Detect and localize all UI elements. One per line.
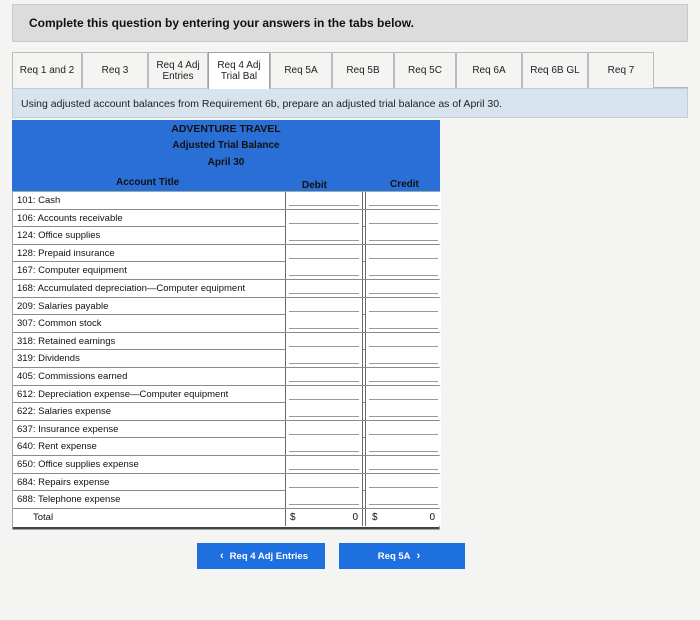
table-row — [13, 421, 439, 439]
table-row — [13, 438, 439, 456]
question-instructions: Complete this question by entering your answers in the tabs below. — [29, 16, 414, 30]
account-title: 101: Cash — [17, 195, 61, 206]
credit-input[interactable] — [365, 192, 441, 209]
account-title: 405: Commissions earned — [17, 370, 128, 382]
account-title-header: Account Title — [116, 177, 180, 188]
company-name: ADVENTURE TRAVEL — [12, 120, 440, 137]
table-row — [13, 368, 439, 386]
table-row — [13, 227, 439, 245]
debit-input[interactable] — [285, 280, 363, 297]
debit-input[interactable] — [285, 333, 363, 350]
credit-input[interactable] — [365, 386, 441, 403]
table-row — [13, 315, 439, 333]
account-title: 319: Dividends — [17, 353, 80, 365]
table-row — [13, 210, 439, 228]
tab-req-4-adj-trial-bal[interactable]: Req 4 Adj Trial Bal — [208, 52, 270, 89]
column-header-row — [12, 171, 440, 191]
credit-input[interactable] — [365, 421, 441, 438]
credit-input[interactable] — [365, 315, 441, 332]
chevron-right-icon: › — [416, 550, 421, 562]
credit-total — [365, 509, 441, 526]
total-label: Total — [33, 511, 54, 523]
account-title: 622: Salaries expense — [17, 406, 112, 418]
table-row — [13, 192, 439, 210]
total-row — [13, 509, 439, 529]
debit-input[interactable] — [285, 298, 363, 315]
instruction-text: Using adjusted account balances from Requirement 6b, prepare an adjusted trial balance as of April 30. — [21, 98, 502, 110]
next-requirement-button[interactable] — [339, 543, 465, 569]
credit-input[interactable] — [365, 368, 441, 385]
debit-input[interactable] — [285, 315, 363, 332]
chevron-left-icon: ‹ — [220, 550, 224, 562]
table-row — [13, 280, 439, 298]
debit-total-value: 0 — [352, 511, 358, 523]
debit-input[interactable] — [285, 491, 363, 508]
tab-req-6a[interactable]: Req 6A — [456, 52, 522, 88]
trial-balance-rows — [12, 191, 440, 530]
tab-req-1-and-2[interactable]: Req 1 and 2 — [12, 52, 82, 88]
statement-date: April 30 — [12, 154, 440, 171]
tab-req-7[interactable]: Req 7 — [588, 52, 654, 88]
credit-input[interactable] — [365, 262, 441, 279]
debit-input[interactable] — [285, 456, 363, 473]
table-row — [13, 403, 439, 421]
debit-input[interactable] — [285, 474, 363, 491]
question-header — [12, 4, 688, 42]
account-title: 612: Depreciation expense—Computer equipment — [17, 388, 229, 400]
account-title: 106: Accounts receivable — [17, 212, 123, 224]
table-row — [13, 456, 439, 474]
debit-input[interactable] — [285, 227, 363, 244]
account-title: 650: Office supplies expense — [17, 458, 139, 470]
debit-input[interactable] — [285, 386, 363, 403]
debit-total-currency: $ — [290, 511, 296, 523]
debit-input[interactable] — [285, 262, 363, 279]
tab-req-4-adj-entries[interactable]: Req 4 Adj Entries — [148, 52, 208, 88]
account-title: 128: Prepaid insurance — [17, 247, 115, 259]
account-title: 688: Telephone expense — [17, 494, 121, 506]
credit-input[interactable] — [365, 333, 441, 350]
table-row — [13, 386, 439, 404]
account-title: 209: Salaries payable — [17, 300, 109, 312]
table-row — [13, 245, 439, 263]
next-requirement-label: Req 5A — [377, 550, 411, 562]
requirement-tabs — [12, 52, 688, 88]
statement-title: Adjusted Trial Balance — [12, 137, 440, 154]
credit-total-currency: $ — [372, 511, 378, 523]
table-row — [13, 350, 439, 368]
account-title: 318: Retained earnings — [17, 335, 116, 347]
credit-input[interactable] — [365, 474, 441, 491]
debit-header: Debit — [302, 180, 327, 191]
debit-input[interactable] — [285, 403, 363, 420]
account-title: 684: Repairs expense — [17, 476, 110, 488]
credit-input[interactable] — [365, 350, 441, 367]
credit-input[interactable] — [365, 456, 441, 473]
debit-total — [285, 509, 363, 526]
tab-req-5c[interactable]: Req 5C — [394, 52, 456, 88]
table-row — [13, 298, 439, 316]
account-title: 640: Rent expense — [17, 441, 97, 453]
credit-input[interactable] — [365, 403, 441, 420]
tab-req-5b[interactable]: Req 5B — [332, 52, 394, 88]
debit-input[interactable] — [285, 210, 363, 227]
credit-input[interactable] — [365, 210, 441, 227]
debit-input[interactable] — [285, 438, 363, 455]
table-row — [13, 491, 439, 509]
account-title: 307: Common stock — [17, 318, 102, 330]
debit-input[interactable] — [285, 350, 363, 367]
credit-input[interactable] — [365, 438, 441, 455]
debit-input[interactable] — [285, 192, 363, 209]
tab-req-3[interactable]: Req 3 — [82, 52, 148, 88]
debit-input[interactable] — [285, 368, 363, 385]
tab-req-6b-gl[interactable]: Req 6B GL — [522, 52, 588, 88]
account-title: 637: Insurance expense — [17, 423, 119, 435]
account-title: 124: Office supplies — [17, 230, 101, 242]
credit-input[interactable] — [365, 245, 441, 262]
credit-input[interactable] — [365, 280, 441, 297]
table-row — [13, 474, 439, 492]
table-row — [13, 262, 439, 280]
credit-header: Credit — [390, 179, 419, 190]
prev-requirement-button[interactable] — [197, 543, 325, 569]
account-title: 167: Computer equipment — [17, 265, 127, 277]
debit-input[interactable] — [285, 421, 363, 438]
account-title: 168: Accumulated depreciation—Computer equipment — [17, 282, 246, 294]
tab-req-5a[interactable]: Req 5A — [270, 52, 332, 88]
credit-total-value: 0 — [429, 511, 435, 523]
debit-input[interactable] — [285, 245, 363, 262]
credit-input[interactable] — [365, 491, 441, 508]
credit-input[interactable] — [365, 298, 441, 315]
credit-input[interactable] — [365, 227, 441, 244]
prev-requirement-label: Req 4 Adj Entries — [229, 550, 308, 562]
table-row — [13, 333, 439, 351]
requirement-instruction — [12, 88, 688, 118]
